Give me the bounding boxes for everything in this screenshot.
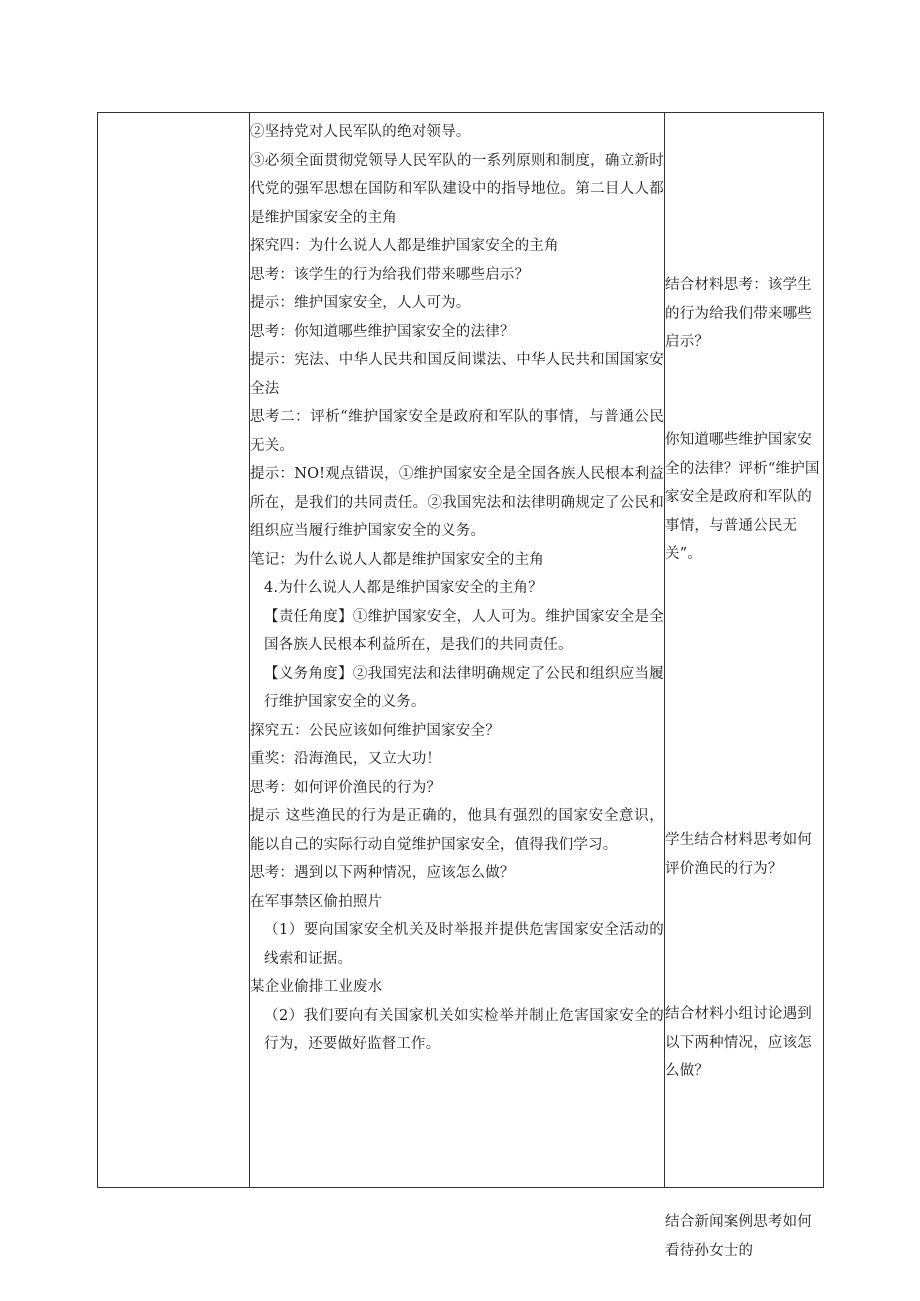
content-line: 4.为什么说人人都是维护国家安全的主角？: [264, 580, 543, 596]
note-text: 你知道哪些维护国家安全的法律？评析“维护国家安全是政府和军队的事情，与普通公民无关”。: [665, 432, 820, 562]
content-line: 在军事禁区偷拍照片: [250, 893, 383, 910]
content-line: 笔记：为什么说人人都是维护国家安全的主角: [250, 551, 544, 568]
content-line: 思考：该学生的行为给我们带来哪些启示？: [250, 266, 530, 283]
lesson-table: [97, 112, 824, 1259]
content-line: 【责任角度】①维护国家安全，人人可为。维护国家安全是全国各族人民根本利益所在，是我们的共同责任。: [264, 608, 664, 653]
content-line: 提示 这些渔民的行为是正确的，他具有强烈的国家安全意识，能以自己的实际行动自觉维护国家安全，值得我们学习。: [250, 808, 664, 853]
student-activity-note: [665, 1208, 823, 1265]
teaching-content-column: [250, 118, 664, 1059]
student-activity-note: [665, 426, 823, 569]
content-line: 探究四：为什么说人人都是维护国家安全的主角: [250, 238, 559, 254]
content-line: ③必须全面贯彻党领导人民军队的一系列原则和制度，确立新时代党的强军思想在国防和军队建设中的指导地位。第二目人人都是维护国家安全的主角: [250, 152, 664, 226]
note-text: 结合材料思考：该学生的行为给我们带来哪些启示？: [665, 277, 812, 350]
note-text: 结合新闻案例思考如何看待孙女士的: [665, 1214, 812, 1259]
content-line: 提示：宪法、中华人民共和国反间谍法、中华人民共和国国家安全法: [250, 352, 664, 397]
content-line: 思考：如何评价渔民的行为？: [250, 779, 442, 796]
student-activity-note: [665, 1000, 823, 1086]
content-line: （2）我们要向有关国家机关如实检举并制止危害国家安全的行为，还要做好监督工作。: [264, 1007, 664, 1052]
content-line: 探究五：公民应该如何维护国家安全？: [250, 722, 500, 739]
content-line: 【义务角度】②我国宪法和法律明确规定了公民和组织应当履行维护国家安全的义务。: [264, 665, 664, 710]
content-line: 重奖：沿海渔民，又立大功！: [250, 751, 442, 767]
student-activity-note: [665, 271, 823, 357]
note-text: 结合材料小组讨论遇到以下两种情况，应该怎么做？: [665, 1006, 812, 1079]
content-line: 提示：NO!观点错误，①维护国家安全是全国各族人民根本利益所在，是我们的共同责任。②我国宪法和法律明确规定了公民和组织应当履行维护国家安全的义务。: [250, 466, 664, 539]
note-text: 学生结合材料思考如何评价渔民的行为？: [665, 832, 812, 877]
content-line: （1）要向国家安全机关及时举报并提供危害国家安全活动的线索和证据。: [264, 922, 664, 967]
content-line: 思考：你知道哪些维护国家安全的法律？: [250, 323, 515, 340]
content-line: 某企业偷排工业废水: [250, 979, 383, 995]
content-line: ②坚持党对人民军队的绝对领导。: [250, 124, 471, 140]
content-line: 提示：维护国家安全，人人可为。: [250, 295, 471, 311]
content-line: 思考二：评析“维护国家安全是政府和军队的事情，与普通公民无关。: [250, 409, 664, 454]
content-line: 思考：遇到以下两种情况，应该怎么做？: [250, 865, 515, 881]
student-activity-note: [665, 826, 823, 883]
